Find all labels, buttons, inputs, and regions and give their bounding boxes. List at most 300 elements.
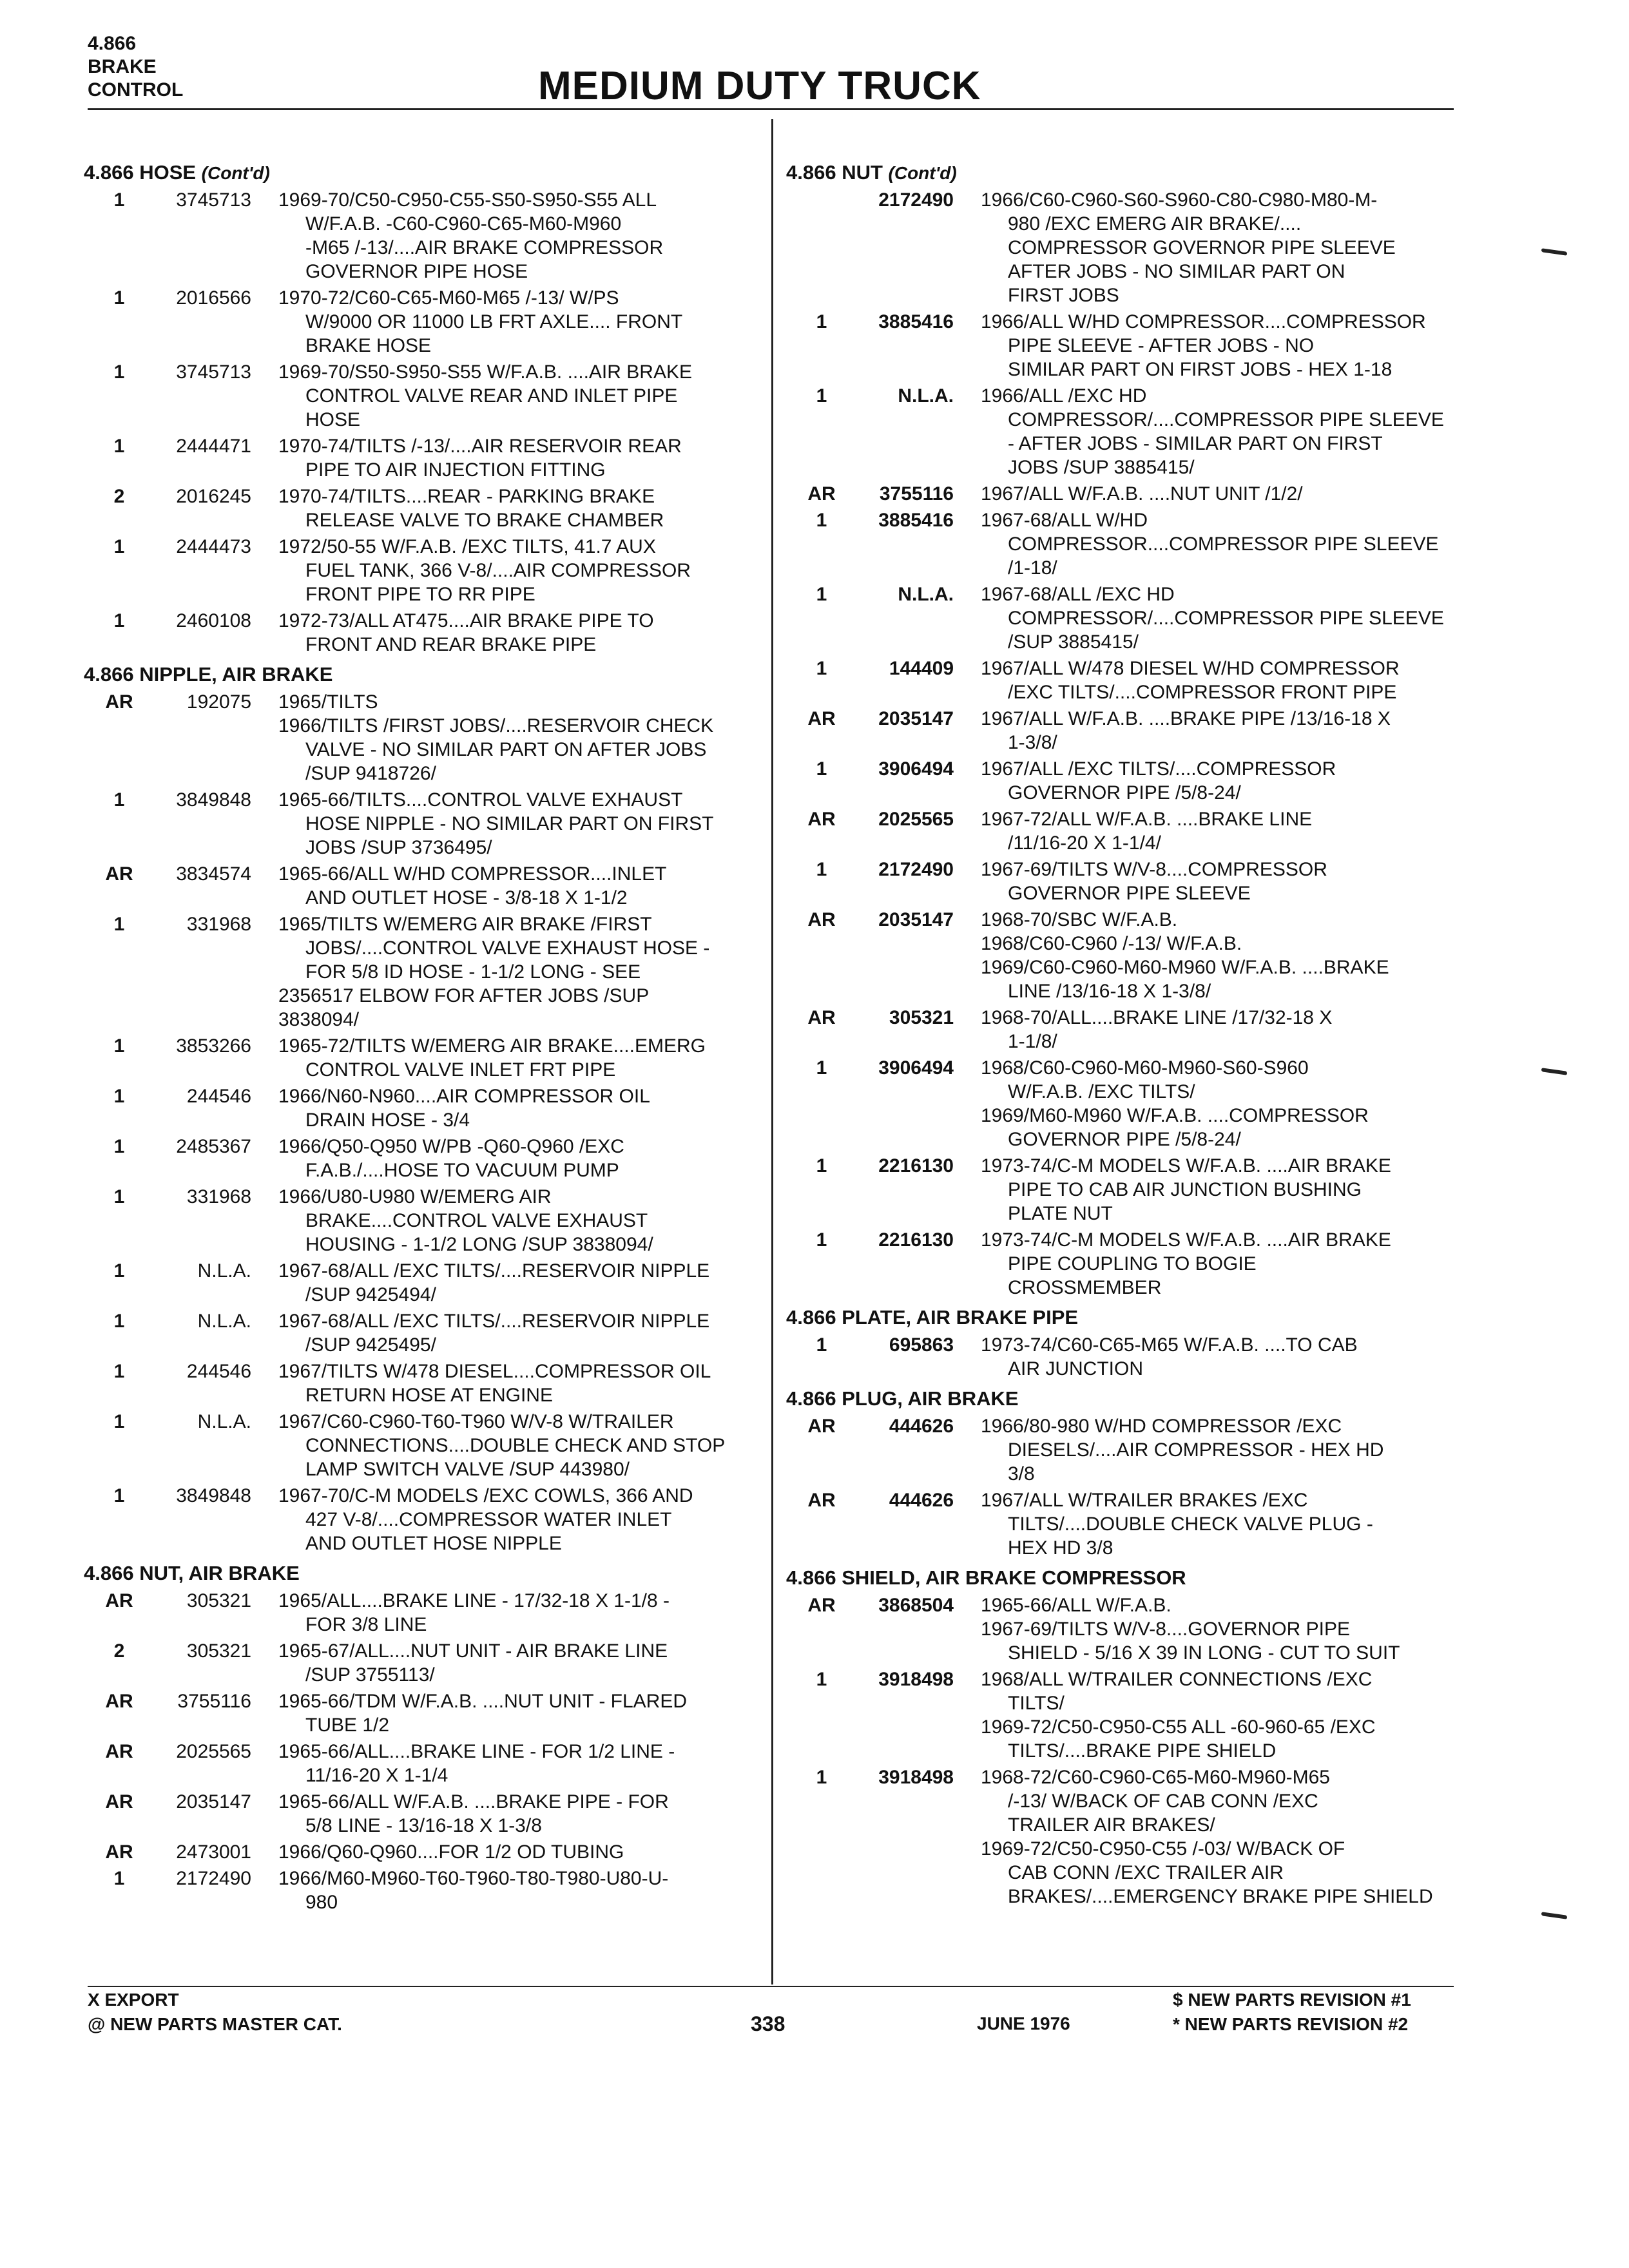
part-description bbox=[278, 1135, 767, 1182]
part-number: 3906494 bbox=[878, 758, 954, 780]
description-line: W/9000 OR 11000 LB FRT AXLE.... FRONT bbox=[305, 311, 683, 332]
description-line: 1969-72/C50-C950-C55 /-03/ W/BACK OF bbox=[981, 1838, 1345, 1860]
description-line: -M65 /-13/....AIR BRAKE COMPRESSOR bbox=[305, 237, 664, 258]
part-entry bbox=[84, 1840, 767, 1864]
part-description bbox=[278, 1410, 767, 1481]
section-heading bbox=[84, 663, 767, 686]
quantity: AR bbox=[807, 1490, 836, 1511]
section-line2: CONTROL bbox=[88, 79, 184, 101]
part-number: 305321 bbox=[186, 1640, 251, 1662]
quantity: 1 bbox=[113, 189, 125, 211]
description-line: BRAKE HOSE bbox=[305, 335, 432, 356]
part-description bbox=[278, 1360, 767, 1407]
quantity: 1 bbox=[816, 758, 827, 780]
part-number: 3755116 bbox=[879, 483, 954, 505]
footer-rev2: * NEW PARTS REVISION #2 bbox=[1173, 2014, 1409, 2034]
description-line: RELEASE VALVE TO BRAKE CHAMBER bbox=[305, 510, 664, 531]
part-number: 444626 bbox=[889, 1490, 954, 1511]
section-heading-text: 4.866 SHIELD, AIR BRAKE COMPRESSOR bbox=[786, 1566, 1186, 1589]
footer-master: @ NEW PARTS MASTER CAT. bbox=[88, 2014, 342, 2034]
description-line: AFTER JOBS - NO SIMILAR PART ON bbox=[1008, 261, 1345, 282]
column-divider bbox=[771, 119, 773, 1984]
description-line: FUEL TANK, 366 V-8/....AIR COMPRESSOR bbox=[305, 560, 691, 581]
quantity: AR bbox=[105, 863, 133, 885]
part-entry bbox=[84, 360, 767, 432]
description-line: 2356517 ELBOW FOR AFTER JOBS /SUP bbox=[278, 985, 650, 1006]
description-line: /-13/ W/BACK OF CAB CONN /EXC bbox=[1008, 1791, 1318, 1812]
description-line: 1965/ALL....BRAKE LINE - 17/32-18 X 1-1/8 - bbox=[278, 1590, 670, 1611]
part-number: 2444473 bbox=[176, 536, 251, 557]
part-description bbox=[278, 485, 767, 532]
description-line: 1967-69/TILTS W/V-8....GOVERNOR PIPE bbox=[981, 1619, 1350, 1640]
description-line: 1967-68/ALL /EXC TILTS/....RESERVOIR NIPPLE bbox=[278, 1311, 710, 1332]
description-line: 1968-70/SBC W/F.A.B. bbox=[981, 909, 1178, 930]
part-entry bbox=[786, 858, 1463, 905]
description-line: /SUP 3755113/ bbox=[305, 1664, 435, 1686]
quantity: AR bbox=[807, 1416, 836, 1437]
quantity: AR bbox=[807, 809, 836, 830]
part-description bbox=[278, 1639, 767, 1687]
description-line: 1965/TILTS W/EMERG AIR BRAKE /FIRST bbox=[278, 914, 652, 935]
continued-label: (Cont'd) bbox=[888, 163, 957, 183]
description-line: 1967-68/ALL W/HD bbox=[981, 510, 1148, 531]
footer-rev1: $ NEW PARTS REVISION #1 bbox=[1173, 1990, 1411, 2010]
part-description bbox=[278, 609, 767, 657]
description-line: TILTS/....BRAKE PIPE SHIELD bbox=[1008, 1740, 1277, 1762]
description-line: 1965/TILTS bbox=[278, 691, 378, 713]
part-entry bbox=[84, 690, 767, 785]
quantity: 1 bbox=[816, 859, 827, 880]
part-entry bbox=[786, 482, 1463, 506]
quantity: AR bbox=[807, 1007, 836, 1028]
section-heading bbox=[786, 1306, 1463, 1329]
description-line: 3838094/ bbox=[278, 1009, 360, 1030]
part-description bbox=[981, 1765, 1463, 1908]
description-line: TRAILER AIR BRAKES/ bbox=[1008, 1814, 1215, 1836]
description-line: 1968/C60-C960-M60-M960-S60-S960 bbox=[981, 1057, 1309, 1079]
section-heading bbox=[786, 1566, 1463, 1590]
part-description bbox=[278, 1840, 767, 1864]
quantity: 2 bbox=[113, 1640, 125, 1662]
description-line: PIPE SLEEVE - AFTER JOBS - NO bbox=[1008, 335, 1315, 356]
description-line: /11/16-20 X 1-1/4/ bbox=[1008, 832, 1161, 854]
part-number: 2025565 bbox=[878, 809, 954, 830]
description-line: JOBS/....CONTROL VALVE EXHAUST HOSE - bbox=[305, 937, 710, 959]
description-line: 1970-74/TILTS....REAR - PARKING BRAKE bbox=[278, 486, 655, 507]
description-line: 1965-67/ALL....NUT UNIT - AIR BRAKE LINE bbox=[278, 1640, 668, 1662]
section-heading bbox=[84, 1562, 767, 1585]
quantity: 1 bbox=[113, 1311, 125, 1332]
part-description bbox=[278, 1790, 767, 1838]
quantity: AR bbox=[105, 1791, 133, 1812]
description-line: HOSE NIPPLE - NO SIMILAR PART ON FIRST bbox=[305, 813, 714, 834]
quantity: 1 bbox=[816, 385, 827, 407]
part-description bbox=[278, 360, 767, 432]
description-line: F.A.B./....HOSE TO VACUUM PUMP bbox=[305, 1160, 619, 1181]
quantity: 1 bbox=[113, 1411, 125, 1432]
part-number: 305321 bbox=[889, 1007, 954, 1028]
quantity: AR bbox=[105, 691, 133, 713]
part-entry bbox=[84, 1084, 767, 1132]
quantity: 1 bbox=[113, 914, 125, 935]
description-line: 1966/80-980 W/HD COMPRESSOR /EXC bbox=[981, 1416, 1342, 1437]
description-line: 1966/U80-U980 W/EMERG AIR bbox=[278, 1186, 552, 1207]
part-number: 331968 bbox=[186, 1186, 251, 1207]
quantity: AR bbox=[105, 1691, 133, 1712]
description-line: 1967/ALL W/F.A.B. ....BRAKE PIPE /13/16-18 X bbox=[981, 708, 1391, 729]
part-number: 192075 bbox=[186, 691, 251, 713]
part-description bbox=[278, 1867, 767, 1914]
part-number: 3918498 bbox=[878, 1669, 954, 1690]
part-entry bbox=[786, 188, 1463, 307]
quantity: 1 bbox=[113, 1035, 125, 1057]
description-line: FIRST JOBS bbox=[1008, 285, 1119, 306]
description-line: PIPE TO CAB AIR JUNCTION BUSHING bbox=[1008, 1179, 1362, 1200]
section-heading-text: 4.866 NUT bbox=[786, 161, 883, 184]
description-line: JOBS /SUP 3885415/ bbox=[1008, 457, 1195, 478]
left-column bbox=[84, 155, 767, 1917]
part-number: 2025565 bbox=[176, 1741, 251, 1762]
part-entry bbox=[786, 1056, 1463, 1151]
description-line: RETURN HOSE AT ENGINE bbox=[305, 1385, 553, 1406]
margin-mark bbox=[1541, 1912, 1567, 1919]
description-line: BRAKE....CONTROL VALVE EXHAUST bbox=[305, 1210, 648, 1231]
part-entry bbox=[786, 657, 1463, 704]
description-line: 1967-70/C-M MODELS /EXC COWLS, 366 AND bbox=[278, 1485, 693, 1506]
quantity: 1 bbox=[816, 658, 827, 679]
part-description bbox=[278, 188, 767, 284]
part-entry bbox=[786, 1154, 1463, 1225]
section-heading-text: 4.866 HOSE bbox=[84, 161, 197, 184]
description-line: 1966/M60-M960-T60-T960-T80-T980-U80-U- bbox=[278, 1868, 669, 1889]
part-description bbox=[981, 384, 1463, 479]
description-line: /SUP 9418726/ bbox=[305, 763, 436, 784]
description-line: 1973-74/C60-C65-M65 W/F.A.B. ....TO CAB bbox=[981, 1334, 1358, 1356]
part-entry bbox=[84, 1360, 767, 1407]
part-number: 144409 bbox=[889, 658, 954, 679]
description-line: 427 V-8/....COMPRESSOR WATER INLET bbox=[305, 1509, 672, 1530]
part-number: 2016245 bbox=[176, 486, 251, 507]
part-entry bbox=[786, 908, 1463, 1003]
quantity: 1 bbox=[113, 536, 125, 557]
quantity: 1 bbox=[113, 1136, 125, 1157]
part-number: 2460108 bbox=[176, 610, 251, 631]
description-line: 980 bbox=[305, 1892, 338, 1913]
part-number: 2035147 bbox=[176, 1791, 251, 1812]
part-number: 3745713 bbox=[176, 189, 251, 211]
part-description bbox=[981, 508, 1463, 580]
description-line: 1968/ALL W/TRAILER CONNECTIONS /EXC bbox=[981, 1669, 1373, 1690]
part-number: N.L.A. bbox=[197, 1260, 251, 1282]
description-line: FRONT AND REAR BRAKE PIPE bbox=[305, 634, 597, 655]
description-line: LINE /13/16-18 X 1-3/8/ bbox=[1008, 981, 1211, 1002]
part-number: N.L.A. bbox=[197, 1311, 251, 1332]
part-entry bbox=[84, 1034, 767, 1082]
description-line: W/F.A.B. -C60-C960-C65-M60-M960 bbox=[305, 213, 622, 235]
part-description bbox=[981, 188, 1463, 307]
part-entry bbox=[84, 1740, 767, 1787]
description-line: COMPRESSOR GOVERNOR PIPE SLEEVE bbox=[1008, 237, 1396, 258]
description-line: TILTS/....DOUBLE CHECK VALVE PLUG - bbox=[1008, 1514, 1373, 1535]
part-entry bbox=[84, 788, 767, 860]
description-line: PLATE NUT bbox=[1008, 1203, 1113, 1224]
description-line: 1965-66/TDM W/F.A.B. ....NUT UNIT - FLARED bbox=[278, 1691, 688, 1712]
part-number: 331968 bbox=[186, 914, 251, 935]
quantity: 2 bbox=[113, 486, 125, 507]
part-number: 2444471 bbox=[176, 436, 251, 457]
part-entry bbox=[84, 1309, 767, 1357]
description-line: GOVERNOR PIPE /5/8-24/ bbox=[1008, 782, 1241, 803]
part-entry bbox=[786, 707, 1463, 754]
description-line: COMPRESSOR/....COMPRESSOR PIPE SLEEVE bbox=[1008, 608, 1444, 629]
part-description bbox=[278, 286, 767, 358]
description-line: HOSE bbox=[305, 409, 361, 430]
part-entry bbox=[786, 1006, 1463, 1053]
part-description bbox=[981, 482, 1463, 506]
description-line: CONTROL VALVE REAR AND INLET PIPE bbox=[305, 385, 678, 407]
part-number: 2016566 bbox=[176, 287, 251, 309]
part-entry bbox=[84, 1410, 767, 1481]
quantity: 1 bbox=[816, 1767, 827, 1788]
description-line: FOR 5/8 ID HOSE - 1-1/2 LONG - SEE bbox=[305, 961, 641, 983]
part-description bbox=[278, 1259, 767, 1307]
part-entry bbox=[786, 384, 1463, 479]
description-line: GOVERNOR PIPE SLEEVE bbox=[1008, 883, 1251, 904]
quantity: AR bbox=[105, 1741, 133, 1762]
description-line: FOR 3/8 LINE bbox=[305, 1614, 427, 1635]
description-line: 1967/ALL W/F.A.B. ....NUT UNIT /1/2/ bbox=[981, 483, 1303, 505]
description-line: CAB CONN /EXC TRAILER AIR bbox=[1008, 1862, 1284, 1883]
part-entry bbox=[84, 485, 767, 532]
part-entry bbox=[84, 1689, 767, 1737]
quantity: AR bbox=[807, 1595, 836, 1616]
description-line: 1967-69/TILTS W/V-8....COMPRESSOR bbox=[981, 859, 1327, 880]
part-entry bbox=[786, 508, 1463, 580]
description-line: 1972-73/ALL AT475....AIR BRAKE PIPE TO bbox=[278, 610, 654, 631]
quantity: 1 bbox=[816, 311, 827, 332]
quantity: AR bbox=[105, 1590, 133, 1611]
part-description bbox=[981, 1154, 1463, 1225]
part-description bbox=[981, 1056, 1463, 1151]
part-number: 3755116 bbox=[177, 1691, 251, 1712]
part-number: 2035147 bbox=[878, 708, 954, 729]
description-line: FRONT PIPE TO RR PIPE bbox=[305, 584, 535, 605]
part-entry bbox=[786, 310, 1463, 381]
description-line: 1965-66/ALL W/F.A.B. ....BRAKE PIPE - FOR bbox=[278, 1791, 669, 1812]
description-line: AND OUTLET HOSE - 3/8-18 X 1-1/2 bbox=[305, 887, 628, 908]
part-entry bbox=[786, 1765, 1463, 1908]
description-line: PIPE TO AIR INJECTION FITTING bbox=[305, 459, 606, 481]
quantity: AR bbox=[105, 1841, 133, 1863]
part-description bbox=[981, 858, 1463, 905]
description-line: HEX HD 3/8 bbox=[1008, 1537, 1113, 1559]
description-line: COMPRESSOR....COMPRESSOR PIPE SLEEVE bbox=[1008, 533, 1439, 555]
section-heading-text: 4.866 NUT, AIR BRAKE bbox=[84, 1562, 300, 1584]
description-line: TILTS/ bbox=[1008, 1693, 1065, 1714]
section-heading bbox=[786, 1387, 1463, 1410]
part-description bbox=[981, 1228, 1463, 1300]
part-number: 2172490 bbox=[878, 859, 954, 880]
part-description bbox=[278, 690, 767, 785]
description-line: /EXC TILTS/....COMPRESSOR FRONT PIPE bbox=[1008, 682, 1397, 703]
quantity: AR bbox=[807, 483, 836, 505]
section-number: 4.866 bbox=[88, 33, 137, 54]
part-number: 2216130 bbox=[878, 1229, 954, 1251]
header-rule bbox=[88, 108, 1454, 110]
section-heading-text: 4.866 PLUG, AIR BRAKE bbox=[786, 1387, 1019, 1410]
description-line: 1965-66/ALL....BRAKE LINE - FOR 1/2 LINE - bbox=[278, 1741, 675, 1762]
description-line: 1967/TILTS W/478 DIESEL....COMPRESSOR OIL bbox=[278, 1361, 711, 1382]
quantity: 1 bbox=[113, 1868, 125, 1889]
description-line: 1969/C60-C960-M60-M960 W/F.A.B. ....BRAKE bbox=[981, 957, 1389, 978]
quantity: 1 bbox=[113, 1260, 125, 1282]
part-entry bbox=[84, 862, 767, 910]
part-description bbox=[981, 1667, 1463, 1763]
quantity: 1 bbox=[816, 1229, 827, 1251]
description-line: 1968-72/C60-C960-C65-M60-M960-M65 bbox=[981, 1767, 1330, 1788]
part-entry bbox=[84, 1484, 767, 1555]
description-line: W/F.A.B. /EXC TILTS/ bbox=[1008, 1081, 1195, 1102]
description-line: 1969/M60-M960 W/F.A.B. ....COMPRESSOR bbox=[981, 1105, 1369, 1126]
part-entry bbox=[84, 434, 767, 482]
section-heading bbox=[786, 161, 1463, 184]
section-line1: BRAKE bbox=[88, 56, 157, 77]
part-description bbox=[981, 582, 1463, 654]
part-description bbox=[278, 1484, 767, 1555]
description-line: 1970-74/TILTS /-13/....AIR RESERVOIR REAR bbox=[278, 436, 682, 457]
part-description bbox=[278, 862, 767, 910]
part-description bbox=[278, 1034, 767, 1082]
part-number: 3906494 bbox=[878, 1057, 954, 1079]
part-description bbox=[278, 1740, 767, 1787]
part-entry bbox=[84, 1185, 767, 1256]
description-line: 980 /EXC EMERG AIR BRAKE/.... bbox=[1008, 213, 1302, 235]
right-column bbox=[786, 155, 1463, 1911]
part-entry bbox=[786, 757, 1463, 805]
part-number: 2172490 bbox=[878, 189, 954, 211]
description-line: SHIELD - 5/16 X 39 IN LONG - CUT TO SUIT bbox=[1008, 1642, 1400, 1664]
part-description bbox=[278, 788, 767, 860]
quantity: 1 bbox=[816, 584, 827, 605]
part-entry bbox=[84, 912, 767, 1032]
part-entry bbox=[786, 1414, 1463, 1486]
margin-mark bbox=[1541, 248, 1567, 256]
description-line: CROSSMEMBER bbox=[1008, 1277, 1162, 1298]
section-heading bbox=[84, 161, 767, 184]
quantity: 1 bbox=[816, 1334, 827, 1356]
part-number: 3849848 bbox=[176, 1485, 251, 1506]
part-number: 3918498 bbox=[878, 1767, 954, 1788]
footer-rule bbox=[88, 1986, 1454, 1987]
part-number: 695863 bbox=[889, 1334, 954, 1356]
part-description bbox=[278, 1084, 767, 1132]
part-entry bbox=[786, 1228, 1463, 1300]
part-description bbox=[981, 1333, 1463, 1381]
quantity: 1 bbox=[816, 1057, 827, 1079]
quantity: AR bbox=[807, 909, 836, 930]
description-line: 11/16-20 X 1-1/4 bbox=[305, 1765, 448, 1786]
part-entry bbox=[84, 1790, 767, 1838]
description-line: 1966/ALL W/HD COMPRESSOR....COMPRESSOR bbox=[981, 311, 1426, 332]
description-line: 1967/ALL /EXC TILTS/....COMPRESSOR bbox=[981, 758, 1336, 780]
part-entry bbox=[786, 582, 1463, 654]
part-entry bbox=[786, 1488, 1463, 1560]
section-label bbox=[88, 32, 183, 102]
description-line: 1969-72/C50-C950-C55 ALL -60-960-65 /EXC bbox=[981, 1716, 1376, 1738]
part-number: 3885416 bbox=[878, 311, 954, 332]
description-line: 1967/ALL W/TRAILER BRAKES /EXC bbox=[981, 1490, 1308, 1511]
description-line: AND OUTLET HOSE NIPPLE bbox=[305, 1533, 562, 1554]
part-number: N.L.A. bbox=[197, 1411, 251, 1432]
description-line: 1-1/8/ bbox=[1008, 1031, 1057, 1052]
part-description bbox=[981, 1593, 1463, 1665]
description-line: 1967/C60-C960-T60-T960 W/V-8 W/TRAILER bbox=[278, 1411, 674, 1432]
description-line: JOBS /SUP 3736495/ bbox=[305, 837, 492, 858]
page-number: 338 bbox=[751, 2012, 786, 2035]
part-entry bbox=[786, 1667, 1463, 1763]
quantity: 1 bbox=[113, 436, 125, 457]
part-description bbox=[981, 1006, 1463, 1053]
description-line: 1966/ALL /EXC HD bbox=[981, 385, 1147, 407]
description-line: TUBE 1/2 bbox=[305, 1715, 390, 1736]
description-line: SIMILAR PART ON FIRST JOBS - HEX 1-18 bbox=[1008, 359, 1393, 380]
description-line: 1966/N60-N960....AIR COMPRESSOR OIL bbox=[278, 1086, 650, 1107]
description-line: 1966/TILTS /FIRST JOBS/....RESERVOIR CHECK bbox=[278, 715, 714, 736]
description-line: 1972/50-55 W/F.A.B. /EXC TILTS, 41.7 AUX bbox=[278, 536, 656, 557]
part-entry bbox=[786, 1333, 1463, 1381]
part-entry bbox=[84, 1867, 767, 1914]
description-line: DRAIN HOSE - 3/4 bbox=[305, 1110, 470, 1131]
part-description bbox=[278, 1589, 767, 1637]
quantity: 1 bbox=[113, 1361, 125, 1382]
part-description bbox=[981, 908, 1463, 1003]
part-entry bbox=[84, 286, 767, 358]
part-description bbox=[278, 434, 767, 482]
part-description bbox=[981, 757, 1463, 805]
continued-label: (Cont'd) bbox=[201, 163, 270, 183]
part-number: 444626 bbox=[889, 1416, 954, 1437]
section-heading-text: 4.866 PLATE, AIR BRAKE PIPE bbox=[786, 1306, 1079, 1329]
quantity: 1 bbox=[816, 1669, 827, 1690]
part-entry bbox=[84, 535, 767, 606]
description-line: COMPRESSOR/....COMPRESSOR PIPE SLEEVE bbox=[1008, 409, 1444, 430]
part-entry bbox=[84, 188, 767, 284]
description-line: 1970-72/C60-C65-M60-M65 /-13/ W/PS bbox=[278, 287, 619, 309]
quantity: 1 bbox=[113, 789, 125, 811]
part-number: 3745713 bbox=[176, 361, 251, 383]
description-line: 1965-66/ALL W/F.A.B. bbox=[981, 1595, 1171, 1616]
quantity: 1 bbox=[113, 1485, 125, 1506]
part-description bbox=[981, 657, 1463, 704]
quantity: 1 bbox=[113, 287, 125, 309]
part-number: 2035147 bbox=[878, 909, 954, 930]
description-line: 1965-72/TILTS W/EMERG AIR BRAKE....EMERG bbox=[278, 1035, 706, 1057]
part-description bbox=[278, 1309, 767, 1357]
part-entry bbox=[84, 1259, 767, 1307]
description-line: 1966/Q60-Q960....FOR 1/2 OD TUBING bbox=[278, 1841, 624, 1863]
description-line: 1966/Q50-Q950 W/PB -Q60-Q960 /EXC bbox=[278, 1136, 624, 1157]
part-description bbox=[981, 1488, 1463, 1560]
description-line: GOVERNOR PIPE /5/8-24/ bbox=[1008, 1129, 1241, 1150]
description-line: DIESELS/....AIR COMPRESSOR - HEX HD bbox=[1008, 1439, 1384, 1461]
part-description bbox=[981, 707, 1463, 754]
description-line: 1965-66/ALL W/HD COMPRESSOR....INLET bbox=[278, 863, 667, 885]
quantity: 1 bbox=[113, 610, 125, 631]
part-number: 3853266 bbox=[176, 1035, 251, 1057]
description-line: 1966/C60-C960-S60-S960-C80-C980-M80-M- bbox=[981, 189, 1378, 211]
description-line: CONNECTIONS....DOUBLE CHECK AND STOP bbox=[305, 1435, 726, 1456]
part-entry bbox=[786, 1593, 1463, 1665]
